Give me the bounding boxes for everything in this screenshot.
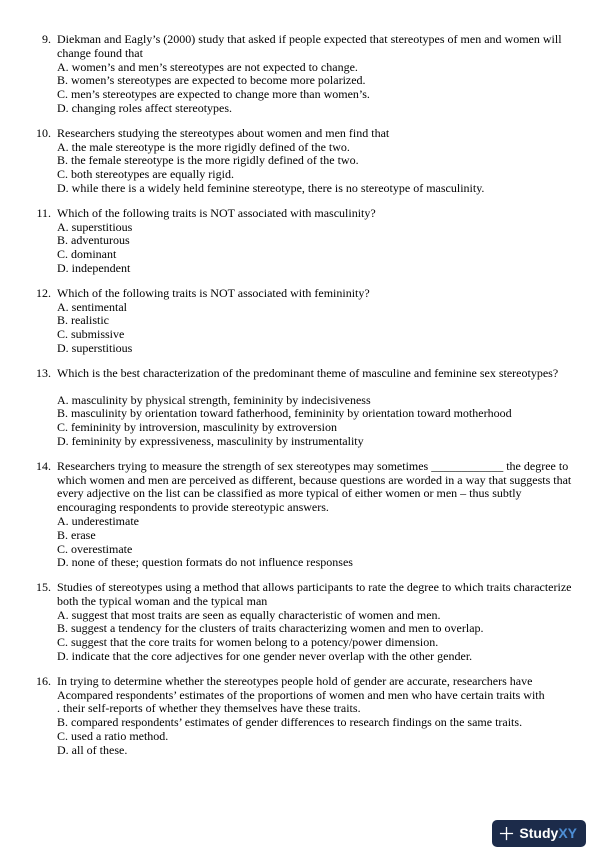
question-number: 13.	[36, 365, 51, 380]
question-option: D. all of these.	[57, 742, 128, 757]
question-option: C. dominant	[57, 247, 117, 262]
studyxy-logo	[492, 820, 586, 847]
question-10	[30, 127, 576, 196]
question-option: D. indicate that the core adjectives for one gender never overlap with the other gender.	[57, 649, 473, 664]
question-option: . their self-reports of whether they themselves have these traits.	[57, 701, 361, 716]
question-number: 16.	[36, 673, 51, 688]
question-option: B. women’s stereotypes are expected to become more polarized.	[57, 73, 366, 88]
question-stem: Researchers trying to measure the strength of sex stereotypes may sometimes ____________ the degree to which women and men are perceived as different, because questions are worded in a way that suggests that every adjective on the list can be classified as more typical of either women or men – thus subtly encouraging respondents to provide stereotypic answers.	[57, 458, 572, 515]
question-number: 9.	[42, 32, 51, 46]
question-11	[30, 207, 576, 276]
question-option: C. femininity by introversion, masculinity by extroversion	[57, 420, 337, 435]
question-option: B. masculinity by orientation toward fatherhood, femininity by orientation toward motherhood	[57, 406, 512, 421]
question-option: D. while there is a widely held feminine stereotype, there is no stereotype of masculinity.	[57, 180, 485, 195]
logo-study: Study	[519, 825, 559, 842]
question-number: 10.	[36, 125, 51, 140]
question-option: B. adventurous	[57, 233, 130, 248]
question-option: A. masculinity by physical strength, femininity by indecisiveness	[57, 392, 371, 407]
question-option: D. femininity by expressiveness, masculinity by instrumentality	[57, 433, 364, 448]
question-option: D. superstitious	[57, 340, 133, 355]
question-number: 15.	[36, 580, 51, 595]
question-body	[57, 367, 576, 449]
question-body	[57, 675, 576, 758]
question-option: C. men’s stereotypes are expected to change more than women’s.	[57, 87, 370, 102]
question-option: A. underestimate	[57, 513, 139, 528]
question-stem: In trying to determine whether the stereotypes people hold of gender are accurate, researchers have	[57, 673, 533, 688]
question-option: A. the male stereotype is the more rigidly defined of the two.	[57, 139, 350, 154]
question-15	[30, 581, 576, 664]
question-option: C. used a ratio method.	[57, 729, 169, 744]
question-body	[57, 287, 576, 356]
question-option: B. realistic	[57, 313, 109, 328]
question-body	[57, 127, 576, 196]
question-option: Acompared respondents’ estimates of the proportions of women and men who have certain traits with	[57, 687, 545, 702]
question-option: C. submissive	[57, 327, 125, 342]
logo-wordmark	[519, 825, 577, 841]
question-option: A. women’s and men’s stereotypes are not expected to change.	[57, 59, 358, 74]
question-stem: Which is the best characterization of the predominant theme of masculine and feminine sex stereotypes?	[57, 365, 559, 380]
question-number: 11.	[36, 205, 51, 220]
question-stem: Diekman and Eagly’s (2000) study that asked if people expected that stereotypes of men and women will change found that	[57, 32, 562, 60]
question-body	[57, 207, 576, 276]
question-number: 14.	[36, 458, 51, 473]
plus-icon	[499, 826, 514, 841]
question-stem: Which of the following traits is NOT associated with masculinity?	[57, 205, 376, 220]
question-stem: Studies of stereotypes using a method that allows participants to rate the degree to which traits characterize both the typical woman and the typical man	[57, 580, 572, 608]
blank-line	[57, 381, 576, 394]
question-body	[57, 33, 576, 116]
question-option: B. the female stereotype is the more rigidly defined of the two.	[57, 153, 359, 168]
question-number: 12.	[36, 285, 51, 300]
question-option: D. independent	[57, 260, 131, 275]
question-option: A. sentimental	[57, 299, 127, 314]
question-14	[30, 460, 576, 570]
question-option: D. changing roles affect stereotypes.	[57, 100, 233, 115]
question-option: C. suggest that the core traits for women belong to a potency/power dimension.	[57, 635, 439, 650]
question-16	[30, 675, 576, 758]
question-option: A. superstitious	[57, 219, 133, 234]
question-option: A. suggest that most traits are seen as equally characteristic of women and men.	[57, 607, 441, 622]
question-stem: Researchers studying the stereotypes about women and men find that	[57, 125, 390, 140]
question-option: C. overestimate	[57, 541, 133, 556]
question-12	[30, 287, 576, 356]
question-option: D. none of these; question formats do not influence responses	[57, 555, 353, 570]
question-body	[57, 581, 576, 664]
question-stem: Which of the following traits is NOT associated with femininity?	[57, 285, 370, 300]
question-option: B. compared respondents’ estimates of gender differences to research findings on the same traits.	[57, 715, 523, 730]
question-option: B. suggest a tendency for the clusters of traits characterizing women and men to overlap.	[57, 621, 484, 636]
logo-xy: XY	[558, 825, 577, 842]
question-option: B. erase	[57, 527, 96, 542]
question-body	[57, 460, 576, 570]
question-9	[30, 33, 576, 116]
question-13	[30, 367, 576, 449]
question-option: C. both stereotypes are equally rigid.	[57, 167, 234, 182]
